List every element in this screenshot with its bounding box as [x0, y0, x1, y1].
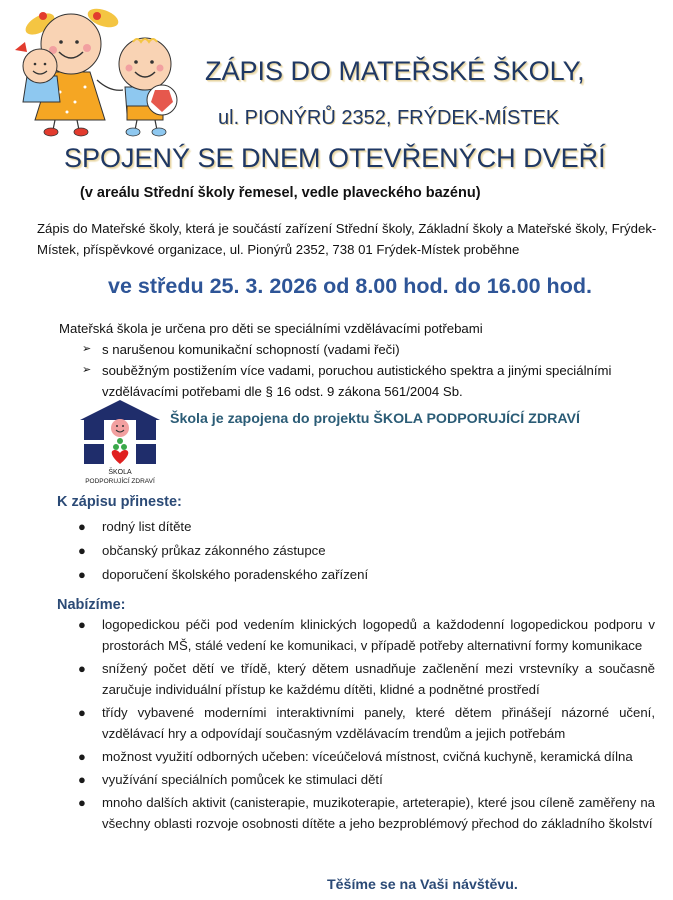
bring-heading: K zápisu přineste: [57, 494, 182, 510]
bullet-icon: ● [78, 749, 86, 764]
special-needs-section [59, 318, 659, 402]
arrowhead-bullet-icon: ➢ [82, 364, 92, 376]
list-item: ● logopedickou péči pod vedením klinických logopedů a každodenní logopedickou podporu v prostorách MŠ, stálé vedení ke komunikaci, v případě potřeby alternativní formy komunikace [77, 614, 655, 656]
list-item: ● třídy vybavené moderními interaktivními panely, které dětem přinášejí názorné učení, vzdělávací hry a odpovídají současným vzdělávacím trendům a jejich potřebám [77, 702, 655, 744]
title-open-day: SPOJENÝ SE DNEM OTEVŘENÝCH DVEŘÍ [64, 143, 606, 173]
event-date-time: ve středu 25. 3. 2026 od 8.00 hod. do 16.00 hod. [108, 274, 592, 298]
title-address: ul. PIONÝRŮ 2352, FRÝDEK-MÍSTEK [218, 107, 560, 129]
logo-caption-line1: ŠKOLA [108, 469, 132, 476]
special-needs-lead: Mateřská škola je určena pro děti se speciálními vzdělávacími potřebami [59, 321, 483, 336]
list-item: ➢ souběžným postižením více vadami, poruchou autistického spektra a jinými speciálními vzdělávacími potřebami dle § 16 odst. 9 zákona 561/2004 Sb. [82, 360, 659, 402]
special-needs-list [59, 339, 659, 402]
offer-heading: Nabízíme: [57, 597, 126, 613]
bullet-icon: ● [78, 519, 86, 534]
bullet-icon: ● [78, 772, 86, 787]
bullet-icon: ● [78, 543, 86, 558]
bullet-icon: ● [78, 617, 86, 632]
offer-list [77, 614, 655, 836]
list-item: ● doporučení školského poradenského zařízení [77, 563, 368, 587]
list-item: ● možnost využití odborných učeben: víceúčelová místnost, cvičná kuchyně, keramická dílna [77, 746, 655, 767]
bullet-icon: ● [78, 705, 86, 720]
list-item: ● občanský průkaz zákonného zástupce [77, 539, 368, 563]
list-item: ● využívání speciálních pomůcek ke stimulaci dětí [77, 769, 655, 790]
bullet-icon: ● [78, 661, 86, 676]
title-enrollment: ZÁPIS DO MATEŘSKÉ ŠKOLY, [205, 56, 585, 86]
logo-caption-line2: PODPORUJÍCÍ ZDRAVÍ [85, 478, 155, 485]
list-item: ● mnoho dalších aktivit (canisterapie, muzikoterapie, arteterapie), které jsou cíleně zaměřeny na všechny oblasti rozvoje osobnosti dítěte a jeho bezproblémový přechod do základního školství [77, 792, 655, 834]
project-statement: Škola je zapojena do projektu ŠKOLA PODPORUJÍCÍ ZDRAVÍ [170, 411, 580, 427]
skola-podporujici-zdravi-logo [80, 398, 160, 488]
location-note: (v areálu Střední školy řemesel, vedle plaveckého bazénu) [80, 185, 481, 201]
list-item: ● snížený počet dětí ve třídě, který dětem usnadňuje začlenění mezi vrstevníky a současně zaručuje individuální přístup ke každému dítěti, klidné a podnětné prostředí [77, 658, 655, 700]
bring-list [77, 515, 368, 587]
list-item: ➢ s narušenou komunikační schopností (vadami řeči) [82, 339, 659, 360]
children-illustration [5, 2, 200, 140]
intro-paragraph: Zápis do Mateřské školy, která je součástí zařízení Střední školy, Základní školy a Mateřské školy, Frýdek-Místek, příspěvkové organizace, ul. Pionýrů 2352, 738 01 Frýdek-Místek proběhne [37, 221, 657, 257]
bullet-icon: ● [78, 795, 86, 810]
closing-message: Těšíme se na Vaši návštěvu. [327, 877, 518, 893]
list-item: ● rodný list dítěte [77, 515, 368, 539]
bullet-icon: ● [78, 567, 86, 582]
arrowhead-bullet-icon: ➢ [82, 343, 92, 355]
